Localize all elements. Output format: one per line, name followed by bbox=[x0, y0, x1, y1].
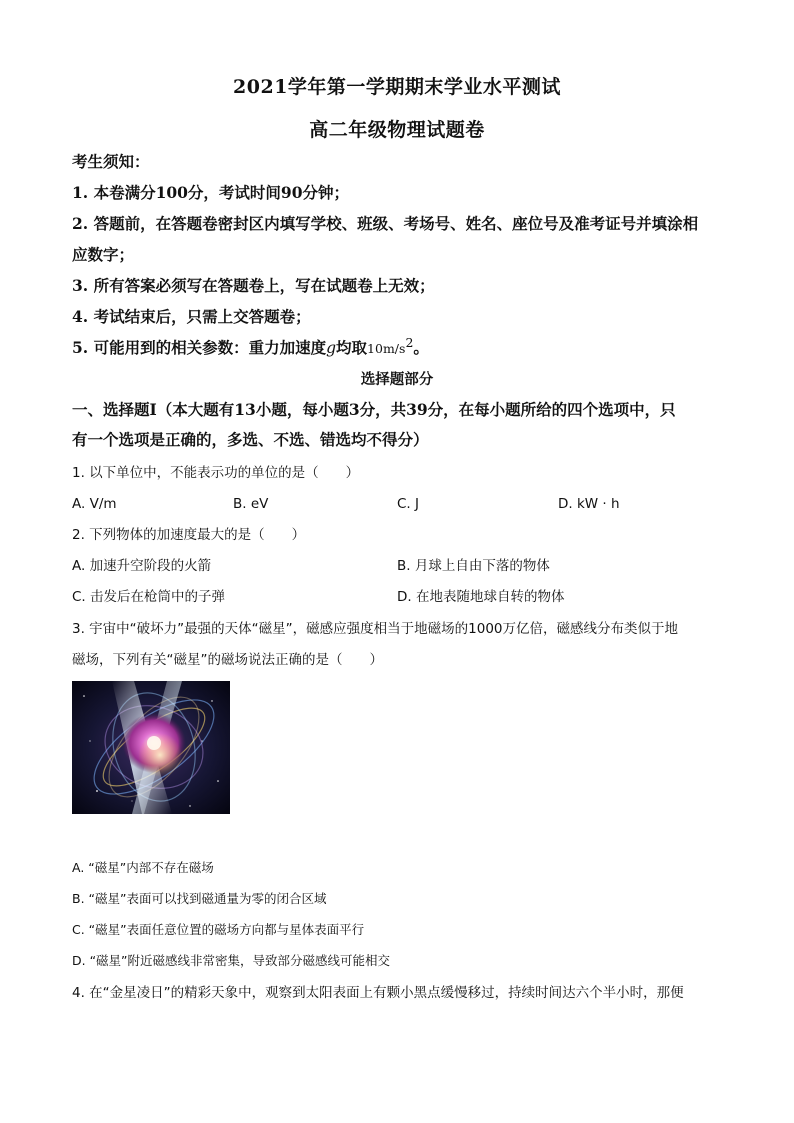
question-3-stem-line1: 3. 宇宙中“破坏力”最强的天体“磁星”，磁感应强度相当于地磁场的1000万亿倍，磁感线分布类似于地 bbox=[72, 621, 679, 637]
notice-item-2-cont: 应数字； bbox=[72, 245, 135, 264]
notice-item-4: 4. 考试结束后，只需上交答题卷； bbox=[72, 307, 311, 326]
question-2-option-a: A. 加速升空阶段的火箭 bbox=[72, 558, 212, 574]
notice-item-1: 1. 本卷满分100分，考试时间90分钟； bbox=[72, 183, 350, 202]
section-title: 选择题部分 bbox=[360, 371, 434, 388]
notice-item-5-prefix: 5. 可能用到的相关参数：重力加速度 bbox=[72, 338, 327, 357]
notice-heading: 考生须知： bbox=[72, 152, 150, 171]
question-2-option-c: C. 击发后在枪筒中的子弹 bbox=[72, 589, 226, 605]
notice-item-3: 3. 所有答案必须写在答题卷上，写在试题卷上无效； bbox=[72, 276, 435, 295]
question-2-option-b: B. 月球上自由下落的物体 bbox=[397, 558, 550, 574]
magnetar-image bbox=[72, 681, 230, 814]
notice-item-5 bbox=[72, 334, 724, 359]
question-1-option-b: B. eV bbox=[233, 496, 269, 512]
question-1-option-c: C. J bbox=[397, 496, 419, 512]
question-3-option-a: A. “磁星”内部不存在磁场 bbox=[72, 860, 214, 875]
question-3-option-d: D. “磁星”附近磁感线非常密集，导致部分磁感线可能相交 bbox=[72, 953, 391, 968]
notice-item-5-end: 。 bbox=[413, 338, 429, 357]
question-3-option-b: B. “磁星”表面可以找到磁通量为零的闭合区域 bbox=[72, 891, 327, 906]
gravity-symbol: g bbox=[326, 339, 337, 357]
exam-subtitle: 高二年级物理试题卷 bbox=[309, 119, 485, 141]
question-2-stem: 2. 下列物体的加速度最大的是（ ） bbox=[72, 527, 306, 543]
notice-item-5-mid: 均取 bbox=[336, 338, 368, 357]
gravity-exponent: 2 bbox=[405, 334, 414, 350]
question-3-stem-line2: 磁场，下列有关“磁星”的磁场说法正确的是（ ） bbox=[72, 652, 383, 668]
question-1-option-d: D. kW · h bbox=[558, 496, 620, 512]
gravity-value: 10m/s bbox=[367, 341, 406, 356]
question-3-option-c: C. “磁星”表面任意位置的磁场方向都与星体表面平行 bbox=[72, 922, 365, 937]
magnetar-illustration bbox=[72, 681, 230, 814]
question-2-option-d: D. 在地表随地球自转的物体 bbox=[397, 589, 565, 605]
question-1-stem: 1. 以下单位中，不能表示功的单位的是（ ） bbox=[72, 465, 360, 481]
notice-item-2: 2. 答题前，在答题卷密封区内填写学校、班级、考场号、姓名、座位号及准考证号并填涂相 bbox=[72, 214, 699, 233]
exam-title: 2021学年第一学期期末学业水平测试 bbox=[233, 76, 561, 98]
question-4-stem: 4. 在“金星凌日”的精彩天象中，观察到太阳表面上有颗小黑点缓慢移过，持续时间达六个半小时，那便 bbox=[72, 985, 684, 1001]
section-heading-line1: 一、选择题Ⅰ（本大题有13小题，每小题3分，共39分，在每小题所给的四个选项中，只 bbox=[72, 400, 676, 419]
question-1-option-a: A. V/m bbox=[72, 496, 117, 512]
section-heading-line2: 有一个选项是正确的，多选、不选、错选均不得分） bbox=[72, 430, 429, 449]
